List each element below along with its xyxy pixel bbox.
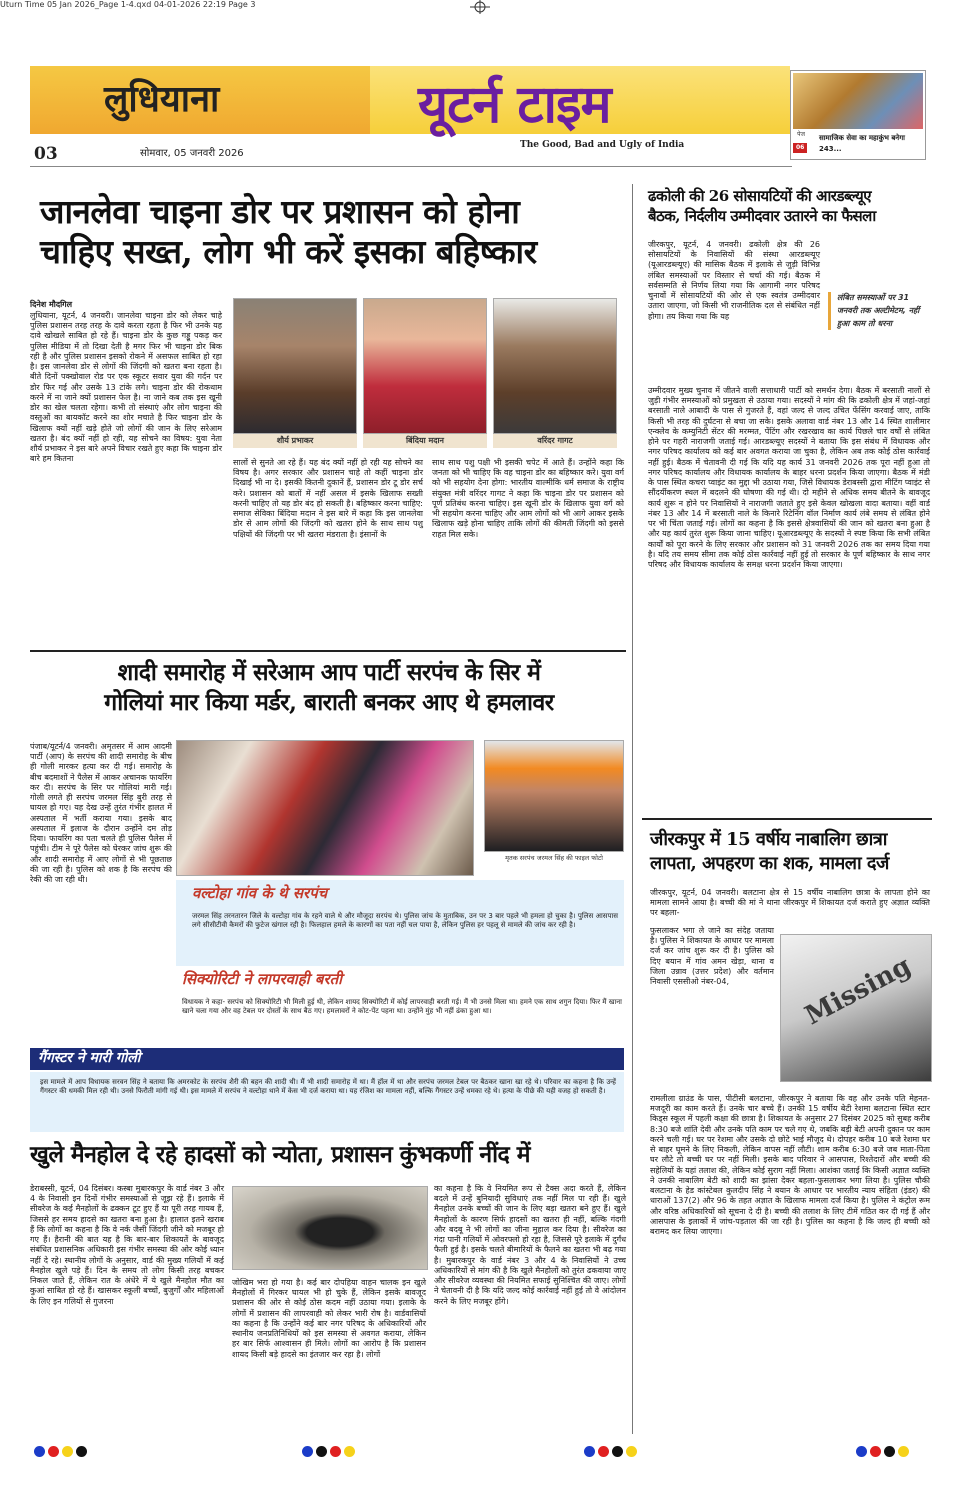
manhole-photo bbox=[232, 1186, 428, 1270]
story1-headline-line1: जानलेवा चाइना डोर पर प्रशासन को होना bbox=[40, 192, 520, 231]
dot-yellow bbox=[62, 1446, 73, 1457]
story5-body-b: रामलीला ग्राउंड के पास, पीटीसी बलटाना, जीरकपुर ने बताया कि वह और उनके पति मेहनत-मजदूरी का काम करते हैं। उनके चार बच्चे हैं। उनकी 15 वर्षीय बेटी रेशमा बलटाना स्थित स्टार किड्स स्कूल में पहली कक्षा की छात्रा है। शिकायत के अनुसार 27 दिसंबर 2025 को सुबह करीब 8:30 बजे शांति देवी और उनके पति काम पर चले गए थे, जबकि बड़ी बेटी अपनी दुकान पर काम करने चली गई। घर पर रेशमा और उसके दो छोटे भाई मौजूद थे। दोपहर करीब 10 बजे रेशमा घर से बाहर घूमने के लिए निकली, लेकिन वापस नहीं लौटी। शाम करीब 6:30 बजे जब माता-पिता घर लौटे तो बच्ची घर पर नहीं मिली। इसके बाद परिवार ने आसपास, रिश्तेदारों और बच्ची की सहेलियों के यहां तलाश की, लेकिन कोई सुराग नहीं मिला। आशंका जताई कि किसी अज्ञात व्यक्ति ने उनकी नाबालिग बेटी को शादी का झांसा देकर बहला-फुसलाकर भगा लिया है। पुलिस चौकी बलटाना के हेड कांस्टेबल कुलदीप सिंह ने बयान के आधार पर भारतीय न्याय संहिता (इंडर) की धाराओं 137(2) और 96 के तहत अज्ञात के खिलाफ मामला दर्ज किया है। पुलिस ने कंट्रोल रूम और वरिष्ठ अधिकारियों को सूचना दे दी है। बच्ची की तलाश के लिए टीमें गठित कर दी गई हैं और आसपास के इलाकों में जांच-पड़ताल की जा रही है। पुलिस का कहना है कि जल्द ही बच्ची को बरामद कर लिया जाएगा। bbox=[650, 1094, 930, 1237]
story1-col2: सालों से सुनते आ रहे हैं। यह बंद क्यों नहीं हो रही यह सोचने का विषय है। अगर सरकार और प्रशासन चाहे तो कहीं चाइना डोर दिखाई भी ना दे। इसकी कितनी दुकानें हैं, प्रशासन डोर टू डोर सर्च करे। प्रशासन को बातों में नहीं असल में इसके खिलाफ सख्ती करनी चाहिए तो यह डोर बंद हो सकती है। बहिष्कार करना चाहिए: समाज सेविका बिंदिया मदान ने इस बारे में कहा कि इस जानलेवा डोर से आम लोगों की जिंदगी को खतरा होने के साथ साथ पशु पक्षियों की जिंदगी पर भी खतरा मंडराता है। इंसानों के bbox=[233, 458, 423, 539]
dot-blue bbox=[584, 1446, 595, 1457]
dot-blue bbox=[34, 1446, 45, 1457]
dot-red bbox=[870, 1446, 881, 1457]
story4-headline-line1: ढकोली की 26 सोसायटियों की आरडब्ल्यूए bbox=[648, 187, 872, 205]
dot-red bbox=[330, 1446, 341, 1457]
dot-red bbox=[48, 1446, 59, 1457]
story4-pull-quote bbox=[828, 292, 932, 330]
box1-text: जरमल सिंह तरनतारन जिले के वल्टोहा गांव के रहने वाले थे और मौजूदा सरपंच थे। पुलिस जांच के मुताबिक, उन पर 3 बार पहले भी हमला हो चुका है। पुलिस आसपास लगे सीसीटीवी कैमरों की फुटेज खंगाल रही है। फिलहाल हमले के कारणों का पता नहीं चल पाया है, लेकिन पुलिस हर पहलू से मामले की जांच कर रही है। bbox=[192, 912, 618, 929]
story4-body-b: उम्मीदवार मुख्य चुनाव में जीतने वाली सत्ताधारी पार्टी को समर्थन देगा। बैठक में बरसाती नालों से जुड़ी गंभीर समस्याओं को प्रमुखता से उठाया गया। सदस्यों ने मांग की कि ढकोली क्षेत्र में जहां-जहां बरसाती नाले आबादी के पास से गुजरते हैं, वहां जल्द से जल्द उचित फेंसिंग करवाई जाए, ताकि किसी भी तरह की दुर्घटना से बचा जा सके। इसके अलावा वार्ड नंबर 13 और 14 स्थित शालीमार एन्क्लेव के कम्युनिटी सेंटर की मरम्मत, पेंटिंग और रखरखाव का कार्य पिछले चार वर्षों से लंबित होने पर गहरी नाराजगी जताई गई। आरडब्ल्यूए सदस्यों ने बताया कि इस संबंध में विधायक और नगर परिषद कार्यालय को कई बार अवगत कराया जा चुका है, लेकिन अब तक कोई ठोस कार्रवाई नहीं हुई। बैठक में चेतावनी दी गई कि यदि यह कार्य 31 जनवरी 2026 तक पूरा नहीं हुआ तो नगर परिषद कार्यालय और विधायक कार्यालय के बाहर धरना प्रदर्शन किया जाएगा। बैठक में मंडी के पास स्थित कचरा प्वाइंट का मुद्दा भी उठाया गया, जिसे विधायक डेराबस्सी द्वारा मीटिंग प्वाइंट से सौंदर्यीकरण स्थल में बदलने की घोषणा की गई थी। दो महीने से अधिक समय बीतने के बावजूद कार्य शुरू न होने पर निवासियों ने नाराजगी जताते हुए इसे केवल खोखला वादा बताया। वहीं वार्ड नंबर 13 और 14 में बरसाती नाले के किनारे रिटेनिंग वॉल निर्माण कार्य लंबे समय से लंबित होने पर भी चिंता जताई गई। लोगों का कहना है कि इससे क्षेत्रवासियों की जान को खतरा बना हुआ है और यह कार्य तुरंत शुरू किया जाना चाहिए। यूआरडब्ल्यूए के सदस्यों ने स्पष्ट किया कि सभी लंबित कार्यों को पूरा करने के लिए सरकार और प्रशासन को 31 जनवरी 2026 तक का समय दिया गया है। यदि तय समय सीमा तक कोई ठोस कार्रवाई नहीं हुई तो सरकार के पूर्ण बहिष्कार के साथ नगर परिषद और विधायक कार्यालय के समक्ष धरना प्रदर्शन किया जाएगा। bbox=[648, 386, 930, 569]
story3-headline: खुले मैनहोल दे रहे हादसों को न्योता, प्रशासन कुंभकर्णी नींद में bbox=[30, 1141, 531, 1168]
brand-title: यूटर्न टाइम bbox=[418, 74, 611, 135]
story5-body-narrow: फुसलाकर भगा ले जाने का संदेह जताया है। पुलिस ने शिकायत के आधार पर मामला दर्ज कर जांच शुरू कर दी है। पुलिस को दिए बयान में गांव अमन खेड़ा, थाना व जिला उन्नाव (उत्तर प्रदेश) और वर्तमान निवासी एससीओ नंबर-04, bbox=[650, 926, 774, 987]
brand-tagline: The Good, Bad and Ugly of India bbox=[520, 140, 685, 150]
dot-blue bbox=[856, 1446, 867, 1457]
masthead-rule bbox=[30, 166, 792, 167]
story5-headline-line2: लापता, अपहरण का शक, मामला दर्ज bbox=[650, 852, 889, 874]
box3-title: गैंगस्टर ने मारी गोली bbox=[30, 1048, 624, 1070]
caption-bindiya: बिंदिया मदान bbox=[363, 434, 487, 448]
story1-col3: साथ साथ पशु पक्षी भी इसकी चपेट में आते हैं। उन्होंने कहा कि जनता को भी चाहिए कि वह चाइना डोर का बहिष्कार करे। युवा वर्ग को भी सहयोग देना होगा: भारतीय वाल्मीकि धर्म समाज के राष्ट्रीय संयुक्त मंत्री वरिंदर गागट ने कहा कि चाइना डोर पर प्रशासन को पूर्ण प्रतिबंध करना चाहिए। इस खूनी डोर के खिलाफ युवा वर्ग को भी सहयोग करना चाहिए और आम लोगों को भी आगे आकर इसके खिलाफ खड़े होना चाहिए ताकि लोगों की कीमती जिंदगी को इससे राहत मिल सके। bbox=[432, 458, 624, 539]
story1-byline: दिनेश मौदगिल bbox=[30, 300, 73, 309]
story2-col1: पंजाब/यूटर्न/4 जनवरी। अमृतसर में आम आदमी पार्टी (आप) के सरपंच की शादी समारोह के बीच ही गोली मारकर हत्या कर दी गई। समारोह के बीच बदमाशों ने पैलेस में आकर अचानक फायरिंग कर दी। सरपंच के सिर पर गोलियां मारी गई। गोली लगते ही सरपंच जरमल सिंह बुरी तरह से घायल हो गए। यह देख उन्हें तुरंत गंभीर हालत में अस्पताल में भर्ती कराया गया। इसके बाद अस्पताल में इलाज के दौरान उन्होंने दम तोड़ दिया। फायरिंग का पता चलते ही पुलिस पैलेस में पहुंची। टीम ने पूरे पैलेस को घेरकर जांच शुरू की और शादी समारोह में आए लोगों से भी पूछताछ की जा रही है। पुलिस को शक है कि सरपंच की रेकी की जा रही थी। bbox=[30, 742, 172, 885]
story4-body-a: जीरकपुर, यूटर्न, 4 जनवरी। ढकोली क्षेत्र की 26 सोसायटियों के निवासियों की संस्था आरडब्ल्यूए (यूआरडब्ल्यूए) की मासिक बैठक में इलाके से जुड़ी विभिन्न लंबित समस्याओं पर विस्तार से चर्चा की गई। बैठक में सर्वसम्मति से निर्णय लिया गया कि आगामी नगर परिषद चुनावों में सोसायटियों की ओर से एक स्वतंत्र उम्मीदवार उतारा जाएगा, जो किसी भी राजनीतिक दल से संबंधित नहीं होगा। तय किया गया कि यह bbox=[648, 240, 820, 321]
box1-title: वल्टोहा गांव के थे सरपंच bbox=[192, 884, 328, 902]
story5-headline-line1: जीरकपुर में 15 वर्षीय नाबालिग छात्रा bbox=[650, 829, 887, 850]
box2-text: विधायक ने कहा- सरपंच को सिक्योरिटी भी मिली हुई थी, लेकिन शायद सिक्योरिटी में कोई लापरवाही बरती गई। मैं भी उनसे मिला था। हमने एक साथ शगुन दिया। फिर मैं खाना खाने चला गया और वह टेबल पर दोस्तों के साथ बैठ गए। हमलावरों ने कोट-पेंट पहना था। उन्होंने मुंह भी नहीं ढंका हुआ था। bbox=[182, 998, 622, 1015]
story3-col1: डेराबस्सी, यूटर्न, 04 दिसंबर। कस्बा मुबारकपुर के वार्ड नंबर 3 और 4 के निवासी इन दिनों गंभीर समस्याओं से जूझ रहे हैं। इलाके में सीवरेज के कई मैनहोलों के ढक्कन टूट हुए हैं या पूरी तरह गायब हैं, जिससे हर समय हादसे का खतरा बना हुआ है। हालात इतने खराब हैं कि लोगों का कहना है कि वे नर्क जैसी जिंदगी जीने को मजबूर हो गए हैं। हैरानी की बात यह है कि बार-बार शिकायतें के बावजूद संबंधित प्रशासनिक अधिकारी इस गंभीर समस्या की ओर कोई ध्यान नहीं दे रहे। स्थानीय लोगों के अनुसार, वार्ड की मुख्य गलियों में कई मैनहोल खुले पड़े हैं। दिन के समय तो लोग किसी तरह बचकर निकल जाते हैं, लेकिन रात के अंधेरे में ये खुले मैनहोल मौत का कुआं साबित हो रहे हैं। खासकर स्कूली बच्चों, बुजुर्गों और महिलाओं के लिए इन गलियों से गुजरना bbox=[30, 1184, 224, 1306]
wedding-scene-photo bbox=[176, 740, 474, 876]
column-divider bbox=[632, 184, 633, 1434]
page-number: 03 bbox=[34, 144, 58, 164]
color-dots-3 bbox=[584, 1446, 637, 1457]
divider bbox=[642, 818, 932, 820]
story3-col3: का कहना है कि वे नियमित रूप से टैक्स अदा करते हैं, लेकिन बदले में उन्हें बुनियादी सुविधाएं तक नहीं मिल पा रही हैं। खुले मैनहोल उनके बच्चों की जान के लिए बड़ा खतरा बने हुए हैं। खुले मैनहोलों के कारण सिर्फ हादसों का खतरा ही नहीं, बल्कि गंदगी और बदबू ने भी लोगों का जीना मुहाल कर दिया है। सीवरेज का गंदा पानी गलियों में ओवरफ्लो हो रहा है, जिससे पूरे इलाके में दुर्गंध फैली हुई है। इसके चलते बीमारियों के फैलने का खतरा भी बढ़ गया है। मुबारकपुर के वार्ड नंबर 3 और 4 के निवासियों ने उच्च अधिकारियों से मांग की है कि खुले मैनहोलों को तुरंत ढकवाया जाए और सीवरेज व्यवस्था की नियमित सफाई सुनिश्चित की जाए। लोगों ने चेतावनी दी है कि यदि जल्द कोई कार्रवाई नहीं हुई तो वे आंदोलन करने के लिए मजबूर होंगे। bbox=[434, 1184, 627, 1306]
print-slug: Uturn Time 05 Jan 2026_Page 1-4.qxd 04-01-2026 22:19 Page 3 bbox=[0, 0, 256, 9]
box3-text: इस मामले में आप विधायक सरवन सिंह ने बताया कि अमरकोट के सरपंच शैरी की बहन की शादी थी। मैं भी शादी समारोह में था। मैं हॉल में था और सरपंच जरमल टेबल पर बैठकर खाना खा रहे थे। परिवार का कहना है कि उन्हें गैंगस्टर की धमकी मिल रही थी। उनसे फिरौती मांगी गई थी। इस मामले में सरपंच ने वल्टोहा थाने में केस भी दर्ज कराया था। यह रंजिश का मामला नहीं, बल्कि गैंगस्टर उन्हें धमका रहे थे। हत्या के पीछे की यही वजह हो सकती है। bbox=[40, 1078, 616, 1095]
dot-black bbox=[612, 1446, 623, 1457]
city-name: लुधियाना bbox=[104, 78, 220, 120]
sarpanch-photo bbox=[484, 740, 624, 852]
story1-headline-line2: चाहिए सख्त, लोग भी करें इसका बहिष्कार bbox=[40, 232, 537, 272]
story2-headline bbox=[34, 658, 624, 718]
dot-black bbox=[76, 1446, 87, 1457]
story2-headline-line2: गोलियां मार किया मर्डर, बाराती बनकर आए थे हमलावर bbox=[104, 688, 554, 716]
photo-bindiya bbox=[363, 298, 487, 434]
dot-yellow bbox=[626, 1446, 637, 1457]
color-dots-2 bbox=[302, 1446, 355, 1457]
missing-photo bbox=[780, 934, 932, 1082]
story5-body-a: जीरकपुर, यूटर्न, 04 जनवरी। बलटाना क्षेत्र से 15 वर्षीय नाबालिग छात्रा के लापता होने का मामला सामने आया है। बच्ची की मां ने थाना जीरकपुर में शिकायत दर्ज कराते हुए अज्ञात व्यक्ति पर बहला- bbox=[650, 888, 930, 918]
missing-word: Missing bbox=[800, 950, 916, 1032]
story5-headline bbox=[650, 828, 932, 876]
caption-shaurya: शौर्य प्रभाकर bbox=[233, 434, 357, 448]
story1-headline bbox=[40, 192, 630, 273]
promo-page-label: पेज bbox=[797, 131, 805, 138]
registration-mark-icon bbox=[470, 0, 490, 14]
promo-image bbox=[793, 73, 923, 129]
story4-headline-line2: बैठक, निर्दलीय उम्मीदवार उतारने का फैसला bbox=[648, 207, 876, 226]
color-dots-4 bbox=[856, 1446, 909, 1457]
sarpanch-photo-caption: मृतक सरपंच जरमल सिंह की फाइल फोटो bbox=[505, 854, 603, 862]
dot-yellow bbox=[898, 1446, 909, 1457]
pull-quote-text: लंबित समस्याओं पर 31 जनवरी तक अल्टीमेटम, नहीं हुआ काम तो धरना bbox=[837, 293, 920, 328]
dot-black bbox=[884, 1446, 895, 1457]
story2-headline-line1: शादी समारोह में सरेआम आप पार्टी सरपंच के सिर में bbox=[117, 659, 541, 686]
story4-headline bbox=[648, 186, 930, 227]
story3-col2: जोखिम भरा हो गया है। कई बार दोपहिया वाहन चालक इन खुले मैनहोलों में गिरकर घायल भी हो चुके हैं, लेकिन इसके बावजूद प्रशासन की ओर से कोई ठोस कदम नहीं उठाया गया। इलाके के लोगों में प्रशासन की लापरवाही को लेकर भारी रोष है। वार्डवासियों का कहना है कि उन्होंने कई बार नगर परिषद के अधिकारियों और स्थानीय जनप्रतिनिधियों को इस समस्या से अवगत कराया, लेकिन हर बार सिर्फ आश्वासन ही मिले। लोगों का आरोप है कि प्रशासन शायद किसी बड़े हादसे का इंतजार कर रहा है। लोगों bbox=[232, 1278, 426, 1359]
promo-box[interactable] bbox=[790, 70, 926, 160]
issue-date: सोमवार, 05 जनवरी 2026 bbox=[140, 148, 244, 159]
divider bbox=[30, 650, 626, 652]
photo-shaurya bbox=[233, 298, 357, 434]
dot-black bbox=[316, 1446, 327, 1457]
box2-title: सिक्योरिटी ने लापरवाही बरती bbox=[182, 970, 343, 988]
caption-varinder: वरिंदर गागट bbox=[493, 434, 617, 448]
color-dots-1 bbox=[34, 1446, 87, 1457]
photo-varinder bbox=[493, 298, 617, 434]
dot-yellow bbox=[344, 1446, 355, 1457]
dot-red bbox=[598, 1446, 609, 1457]
promo-page-number: 06 bbox=[793, 143, 807, 153]
promo-text: सामाजिक सेवा का महाकुंभ बनेगा 243... bbox=[819, 134, 905, 153]
story1-col1: लुधियाना, यूटर्न, 4 जनवरी। जानलेवा चाइना डोर को लेकर चाहे पुलिस प्रशासन तरह तरह के दावे करता रहता है फिर भी उनके यह दावे खोखले साबित हो रहे हैं। चाइना डोर के कुछ गड्डू पकड़ कर पुलिस मीडिया में तो दिखा देती है मगर फिर भी चाइना डोर बिक रही है और पुलिस प्रशासन इसको रोकने में असफल साबित हो रहा है। इस जानलेवा डोर से लोगों की जिंदगी को खतरा बना रहता है। बीते दिनों पक्खोवाल रोड पर एक स्कूटर सवार युवा की गर्दन पर डोर फिर गई और उसके 13 टांके लगे। चाइना डोर की रोकथाम करने में ना जाने क्यों प्रशासन फेल है। ना जाने कब तक इस खूनी डोर का खेल चलता रहेगा। कभी तो संस्थाएं और लोग चाइना की वस्तुओं का बायकॉट करने का शोर मचाते है फिर चाइना डोर के खिलाफ क्यों नहीं खड़े होते जो लोगों की जान के लिए सरेआम खतरा है। बंद क्यों नहीं हो रही, यह सोचने का विषय: युवा नेता शौर्य प्रभाकर ने इस बारे अपने विचार रखते हुए कहा कि चाइना डोर बारे हम कितना bbox=[30, 311, 222, 464]
dot-blue bbox=[302, 1446, 313, 1457]
